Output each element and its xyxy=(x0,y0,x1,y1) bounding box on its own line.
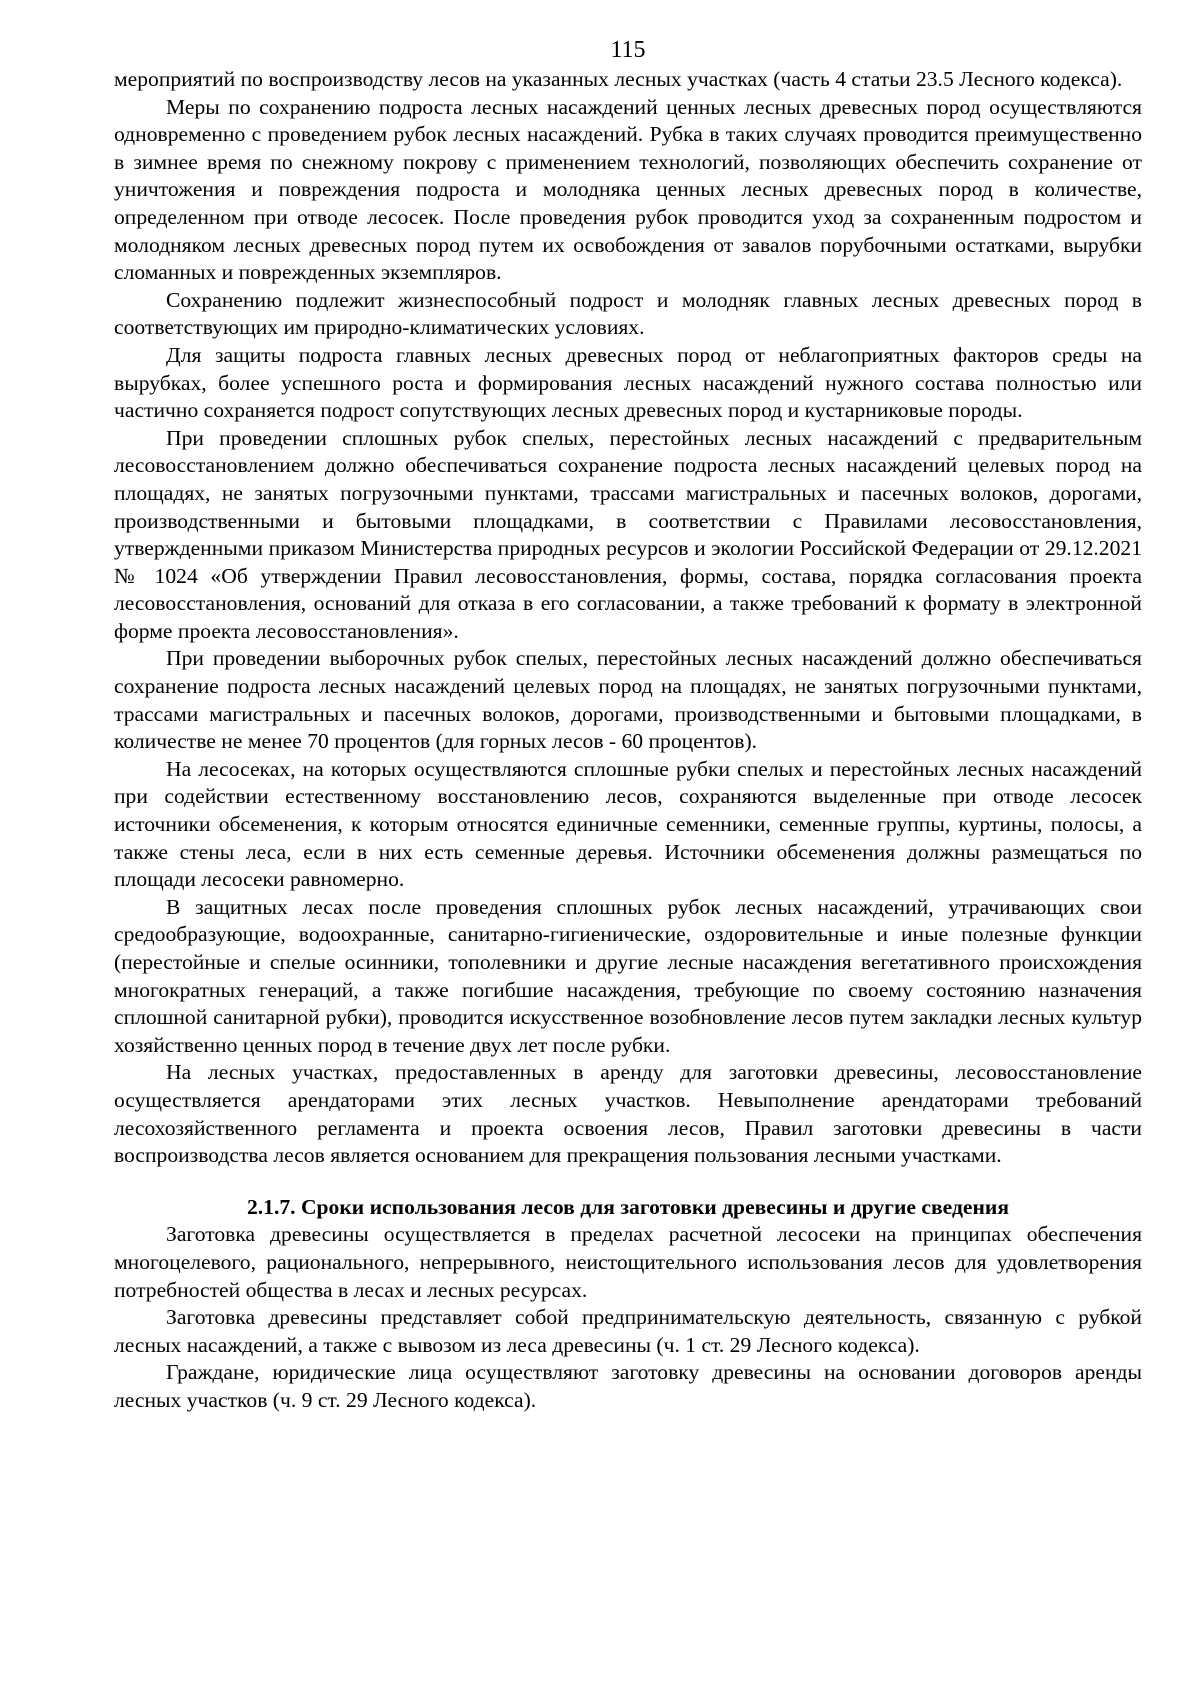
paragraph: На лесных участках, предоставленных в аренду для заготовки древесины, лесовосстановление осуществляется арендаторами этих лесных участков. Невыполнение арендаторами требований лесохозяйственного регламента и проекта освоения лесов, Правил заготовки древесины в части воспроизводства лесов является основанием для прекращения пользования лесными участками. xyxy=(114,1060,1142,1168)
paragraph: Заготовка древесины осуществляется в пределах расчетной лесосеки на принципах обеспечения многоцелевого, рационального, непрерывного, неистощительного использования лесов для удовлетворения потребностей общества в лесах и лесных ресурсах. xyxy=(114,1222,1142,1302)
paragraph: Граждане, юридические лица осуществляют заготовку древесины на основании договоров аренды лесных участков (ч. 9 ст. 29 Лесного кодекса). xyxy=(114,1360,1142,1412)
paragraph: При проведении выборочных рубок спелых, перестойных лесных насаждений должно обеспечиваться сохранение подроста лесных насаждений целевых пород на площадях, не занятых погрузочными пунктами, трассами магистральных и пасечных волоков, дорогами, производственными и бытовыми площадками, в количестве не менее 70 процентов (для горных лесов - 60 процентов). xyxy=(114,646,1142,754)
page-number: 115 xyxy=(610,37,646,63)
document-page xyxy=(114,38,1142,1415)
paragraph: Заготовка древесины представляет собой предпринимательскую деятельность, связанную с рубкой лесных насаждений, а также с вывозом из леса древесины (ч. 1 ст. 29 Лесного кодекса). xyxy=(114,1305,1142,1357)
paragraph: При проведении сплошных рубок спелых, перестойных лесных насаждений с предварительным лесовосстановлением должно обеспечиваться сохранение подроста лесных насаждений целевых пород на площадях, не занятых погрузочными пунктами, трассами магистральных и пасечных волоков, дорогами, производственными и бытовыми площадками, в соответствии с Правилами лесовосстановления, утвержденными приказом Министерства природных ресурсов и экологии Российской Федерации от 29.12.2021 № 1024 «Об утверждении Правил лесовосстановления, формы, состава, порядка согласования проекта лесовосстановления, оснований для отказа в его согласовании, а также требований к формату в электронной форме проекта лесовосстановления». xyxy=(114,425,1142,643)
paragraph-continuation: мероприятий по воспроизводству лесов на указанных лесных участках (часть 4 статьи 23.5 Лесного кодекса). xyxy=(114,67,1123,91)
paragraph: Для защиты подроста главных лесных древесных пород от неблагоприятных факторов среды на вырубках, более успешного роста и формирования лесных насаждений нужного состава полностью или частично сохраняется подрост сопутствующих лесных древесных пород и кустарниковые породы. xyxy=(114,342,1142,423)
paragraph: На лесосеках, на которых осуществляются сплошные рубки спелых и перестойных лесных насаждений при содействии естественному восстановлению лесов, сохраняются выделенные при отводе лесосек источники обсеменения, к которым относятся единичные семенники, семенные группы, куртины, полосы, а также стены леса, если в них есть семенные деревья. Источники обсеменения должны размещаться по площади лесосеки равномерно. xyxy=(114,756,1142,892)
section-heading: 2.1.7. Сроки использования лесов для заготовки древесины и другие сведения xyxy=(246,1194,1010,1219)
paragraph: Сохранению подлежит жизнеспособный подрост и молодняк главных лесных древесных пород в соответствующих им природно-климатических условиях. xyxy=(114,287,1142,340)
paragraph: В защитных лесах после проведения сплошных рубок лесных насаждений, утрачивающих свои средообразующие, водоохранные, санитарно-гигиенические, оздоровительные и иные полезные функции (перестойные и спелые осинники, тополевники и другие лесные насаждения вегетативного происхождения многократных генераций, а также погибшие насаждения, требующие по своему состоянию назначения сплошной санитарной рубки), проводится искусственное возобновление лесов путем закладки лесных культур хозяйственно ценных пород в течение двух лет после рубки. xyxy=(114,894,1142,1057)
paragraph: Меры по сохранению подроста лесных насаждений ценных лесных древесных пород осуществляются одновременно с проведением рубок лесных насаждений. Рубка в таких случаях проводится преимущественно в зимнее время по снежному покрову с применением технологий, позволяющих обеспечить сохранение от уничтожения и повреждения подроста и молодняка ценных лесных древесных пород в количестве, определенном при отводе лесосек. После проведения рубок проводится уход за сохраненным подростом и молодняком лесных древесных пород путем их освобождения от завалов порубочными остатками, вырубки сломанных и поврежденных экземпляров. xyxy=(114,94,1142,285)
